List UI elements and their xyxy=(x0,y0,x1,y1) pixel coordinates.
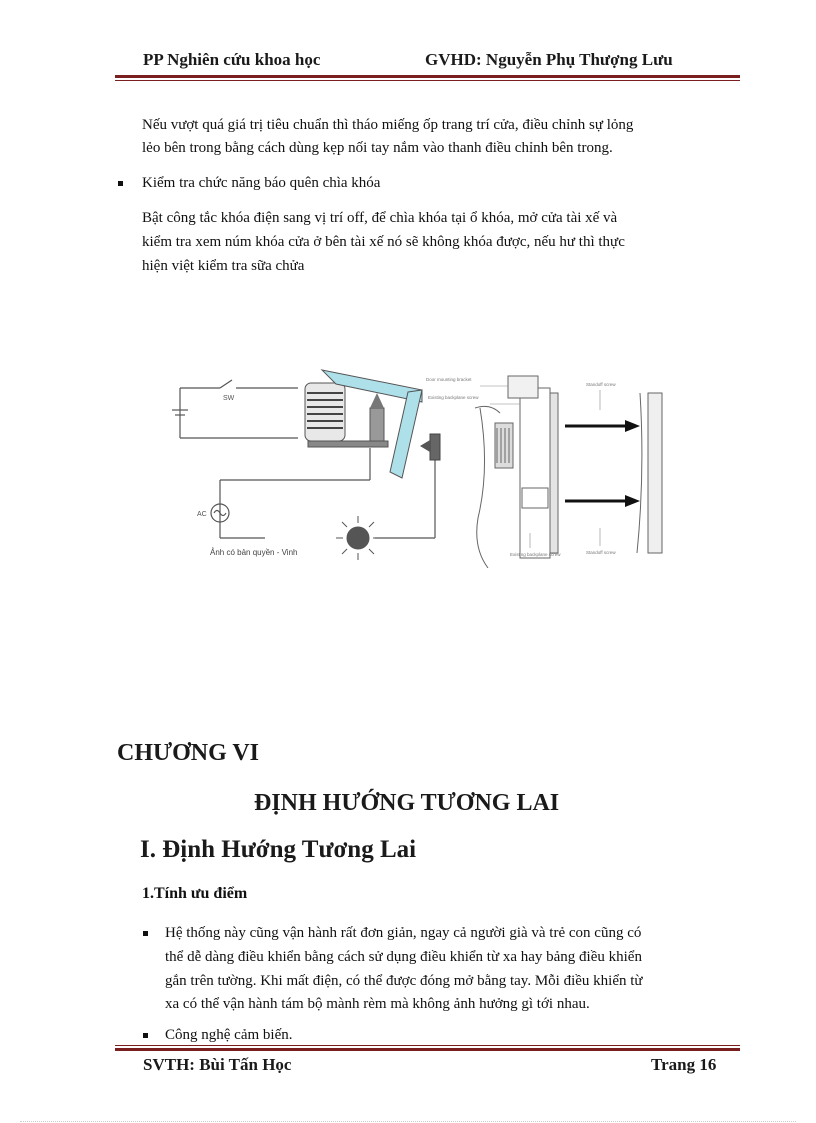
callout-standoff-bottom: Standoff screw xyxy=(586,550,616,555)
watermark-text: Ảnh có bản quyền - Vinh xyxy=(210,548,298,557)
paragraph-line: Nếu vượt quá giá trị tiêu chuẩn thì tháo miếng ốp trang trí cửa, điều chỉnh sự lỏng xyxy=(142,117,634,133)
latch-icon xyxy=(430,434,440,460)
page-number: Trang 16 xyxy=(651,1055,717,1074)
paragraph-line: Bật công tắc khóa điện sang vị trí off, để chìa khóa tại ổ khóa, mở cửa tài xế và xyxy=(142,210,618,226)
bullet-line: Hệ thống này cũng vận hành rất đơn giản, ngay cả người già và trẻ con cũng có xyxy=(165,925,642,941)
paragraph-line: kiểm tra xem núm khóa cửa ở bên tài xế nó sẽ không khóa được, nếu hư thì thực xyxy=(142,234,625,250)
bullet-line: xa có thể vận hành tám bộ mành rèm mà không ảnh hưởng gì tới nhau. xyxy=(165,996,590,1012)
header-rule-thin xyxy=(115,80,740,81)
header-left: PP Nghiên cứu khoa học xyxy=(143,50,321,69)
callout-standoff-top: Standoff screw xyxy=(586,382,616,387)
footer-rule-thin xyxy=(115,1045,740,1046)
section-heading: I. Định Hướng Tương Lai xyxy=(140,836,417,863)
callout-existing-top: Existing backplane screw xyxy=(428,395,479,400)
header-right: GVHD: Nguyễn Phụ Thượng Lưu xyxy=(425,50,673,69)
bullet-line: thể dễ dàng điều khiển bằng cách sử dụng điều khiển từ xa hay bảng điều khiển xyxy=(165,949,642,965)
arrow-icon xyxy=(565,420,640,507)
bullet-item: Công nghệ cảm biến. xyxy=(165,1027,293,1043)
ac-label: AC xyxy=(197,511,207,518)
bullet-marker xyxy=(143,1033,148,1038)
bullet-marker xyxy=(118,181,123,186)
page-edge xyxy=(20,1121,796,1122)
chapter-label: CHƯƠNG VI xyxy=(117,740,260,766)
chapter-title: ĐỊNH HƯỚNG TƯƠNG LAI xyxy=(254,790,560,816)
bullet-line: gắn trên tường. Khi mất điện, có thể được đóng mở bằng tay. Mỗi điều khiển từ xyxy=(165,973,643,989)
subsection-heading: 1.Tính ưu điểm xyxy=(142,885,248,902)
paragraph-line: lẻo bên trong bằng cách dùng kẹp nối tay nắm vào thanh điều chỉnh bên trong. xyxy=(142,140,613,156)
callout-existing-bottom: Existing backplane screw xyxy=(510,552,561,557)
callout-door-mounting: Door mounting bracket xyxy=(426,377,472,382)
footer-rule xyxy=(115,1048,740,1051)
bullet-marker xyxy=(143,931,148,936)
header-rule xyxy=(115,75,740,78)
paragraph-line: hiện việt kiểm tra sữa chửa xyxy=(142,258,305,274)
bullet-item: Kiểm tra chức năng báo quên chìa khóa xyxy=(142,175,381,191)
door-panel-drawing xyxy=(475,376,662,568)
footer-left: SVTH: Bùi Tấn Học xyxy=(143,1055,292,1074)
door-lock-figure xyxy=(170,368,690,568)
sw-label: SW xyxy=(223,395,235,402)
lamp-icon xyxy=(336,516,380,560)
